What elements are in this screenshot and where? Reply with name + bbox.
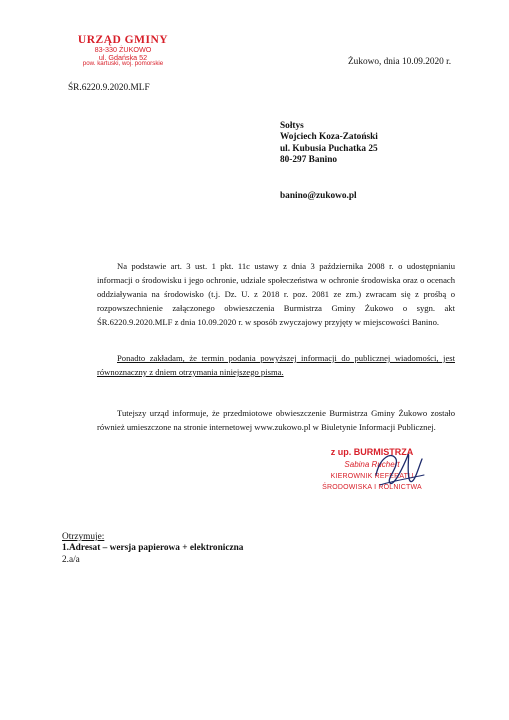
addressee-email: banino@zukowo.pl (280, 191, 357, 201)
date-line: Żukowo, dnia 10.09.2020 r. (348, 57, 452, 67)
stamp-street: ul. Gdańska 52 (98, 52, 148, 62)
addressee-street: ul. Kubusia Puchatka 25 (280, 143, 378, 154)
recipient-item: 2.a/a (62, 554, 80, 565)
reference-number: ŚR.6220.9.2020.MLF (68, 83, 150, 93)
body-paragraph-2: Ponadto zakładam, że termin podania powyższej informacji do publicznej wiadomości, jest równoznaczny z dniem otrzymania niniejszego pisma. (97, 353, 455, 377)
addressee-city: 80-297 Banino (280, 155, 338, 166)
body-paragraph-3: Tutejszy urząd informuje, że przedmiotowe obwieszczenie Burmistrza Gminy Żukowo zostało również umieszczone na stronie internetowej www.zukowo.pl w Biuletynie Informacji Publicznej. (97, 408, 455, 432)
stamp-title: URZĄD GMINY (77, 34, 169, 46)
addressee-name: Wojciech Koza-Zatoński (280, 132, 378, 143)
body-paragraph-1: Na podstawie art. 3 ust. 1 pkt. 11c ustawy z dnia 3 października 2008 r. o udostępnianiu informacji o środowisku i jego ochronie, udziale społeczeństwa w ochronie środowiska oraz o ocenach oddziaływania na środowisko (t.j. Dz. U. z 2018 r. poz. 2081 ze zm.) zwracam się z prośbą o rozpowszechnienie załączonego obwieszczenia Burmistrza Gminy Żukowo o sygn. akt ŚR.6220.9.2020.MLF z dnia 10.09.2020 r. w sposób zwyczajowy przyjęty w miejscowości Banino. (97, 261, 455, 327)
recipient-item: 1.Adresat – wersja papierowa + elektroniczna (62, 543, 244, 554)
signature-stamp-name: Sabina Ruchert (344, 459, 400, 469)
recipients-heading: Otrzymuje: (62, 532, 105, 542)
addressee-block (280, 121, 378, 167)
stamp-county: pow. kartuski, woj. pomorskie (82, 60, 164, 68)
signature-stamp-department: ŚRODOWISKA I ROLNICTWA (322, 484, 422, 492)
office-stamp (68, 34, 178, 68)
stamp-postal: 83-330 ŻUKOWO (94, 45, 152, 55)
handwritten-signature (370, 445, 430, 495)
signature-stamp-line-1: z up. BURMISTRZA (330, 447, 414, 457)
signature-stamp-position: KIEROWNIK REFERATU (330, 472, 414, 480)
recipients-list (62, 532, 243, 566)
addressee-role: Sołtys (280, 121, 304, 131)
